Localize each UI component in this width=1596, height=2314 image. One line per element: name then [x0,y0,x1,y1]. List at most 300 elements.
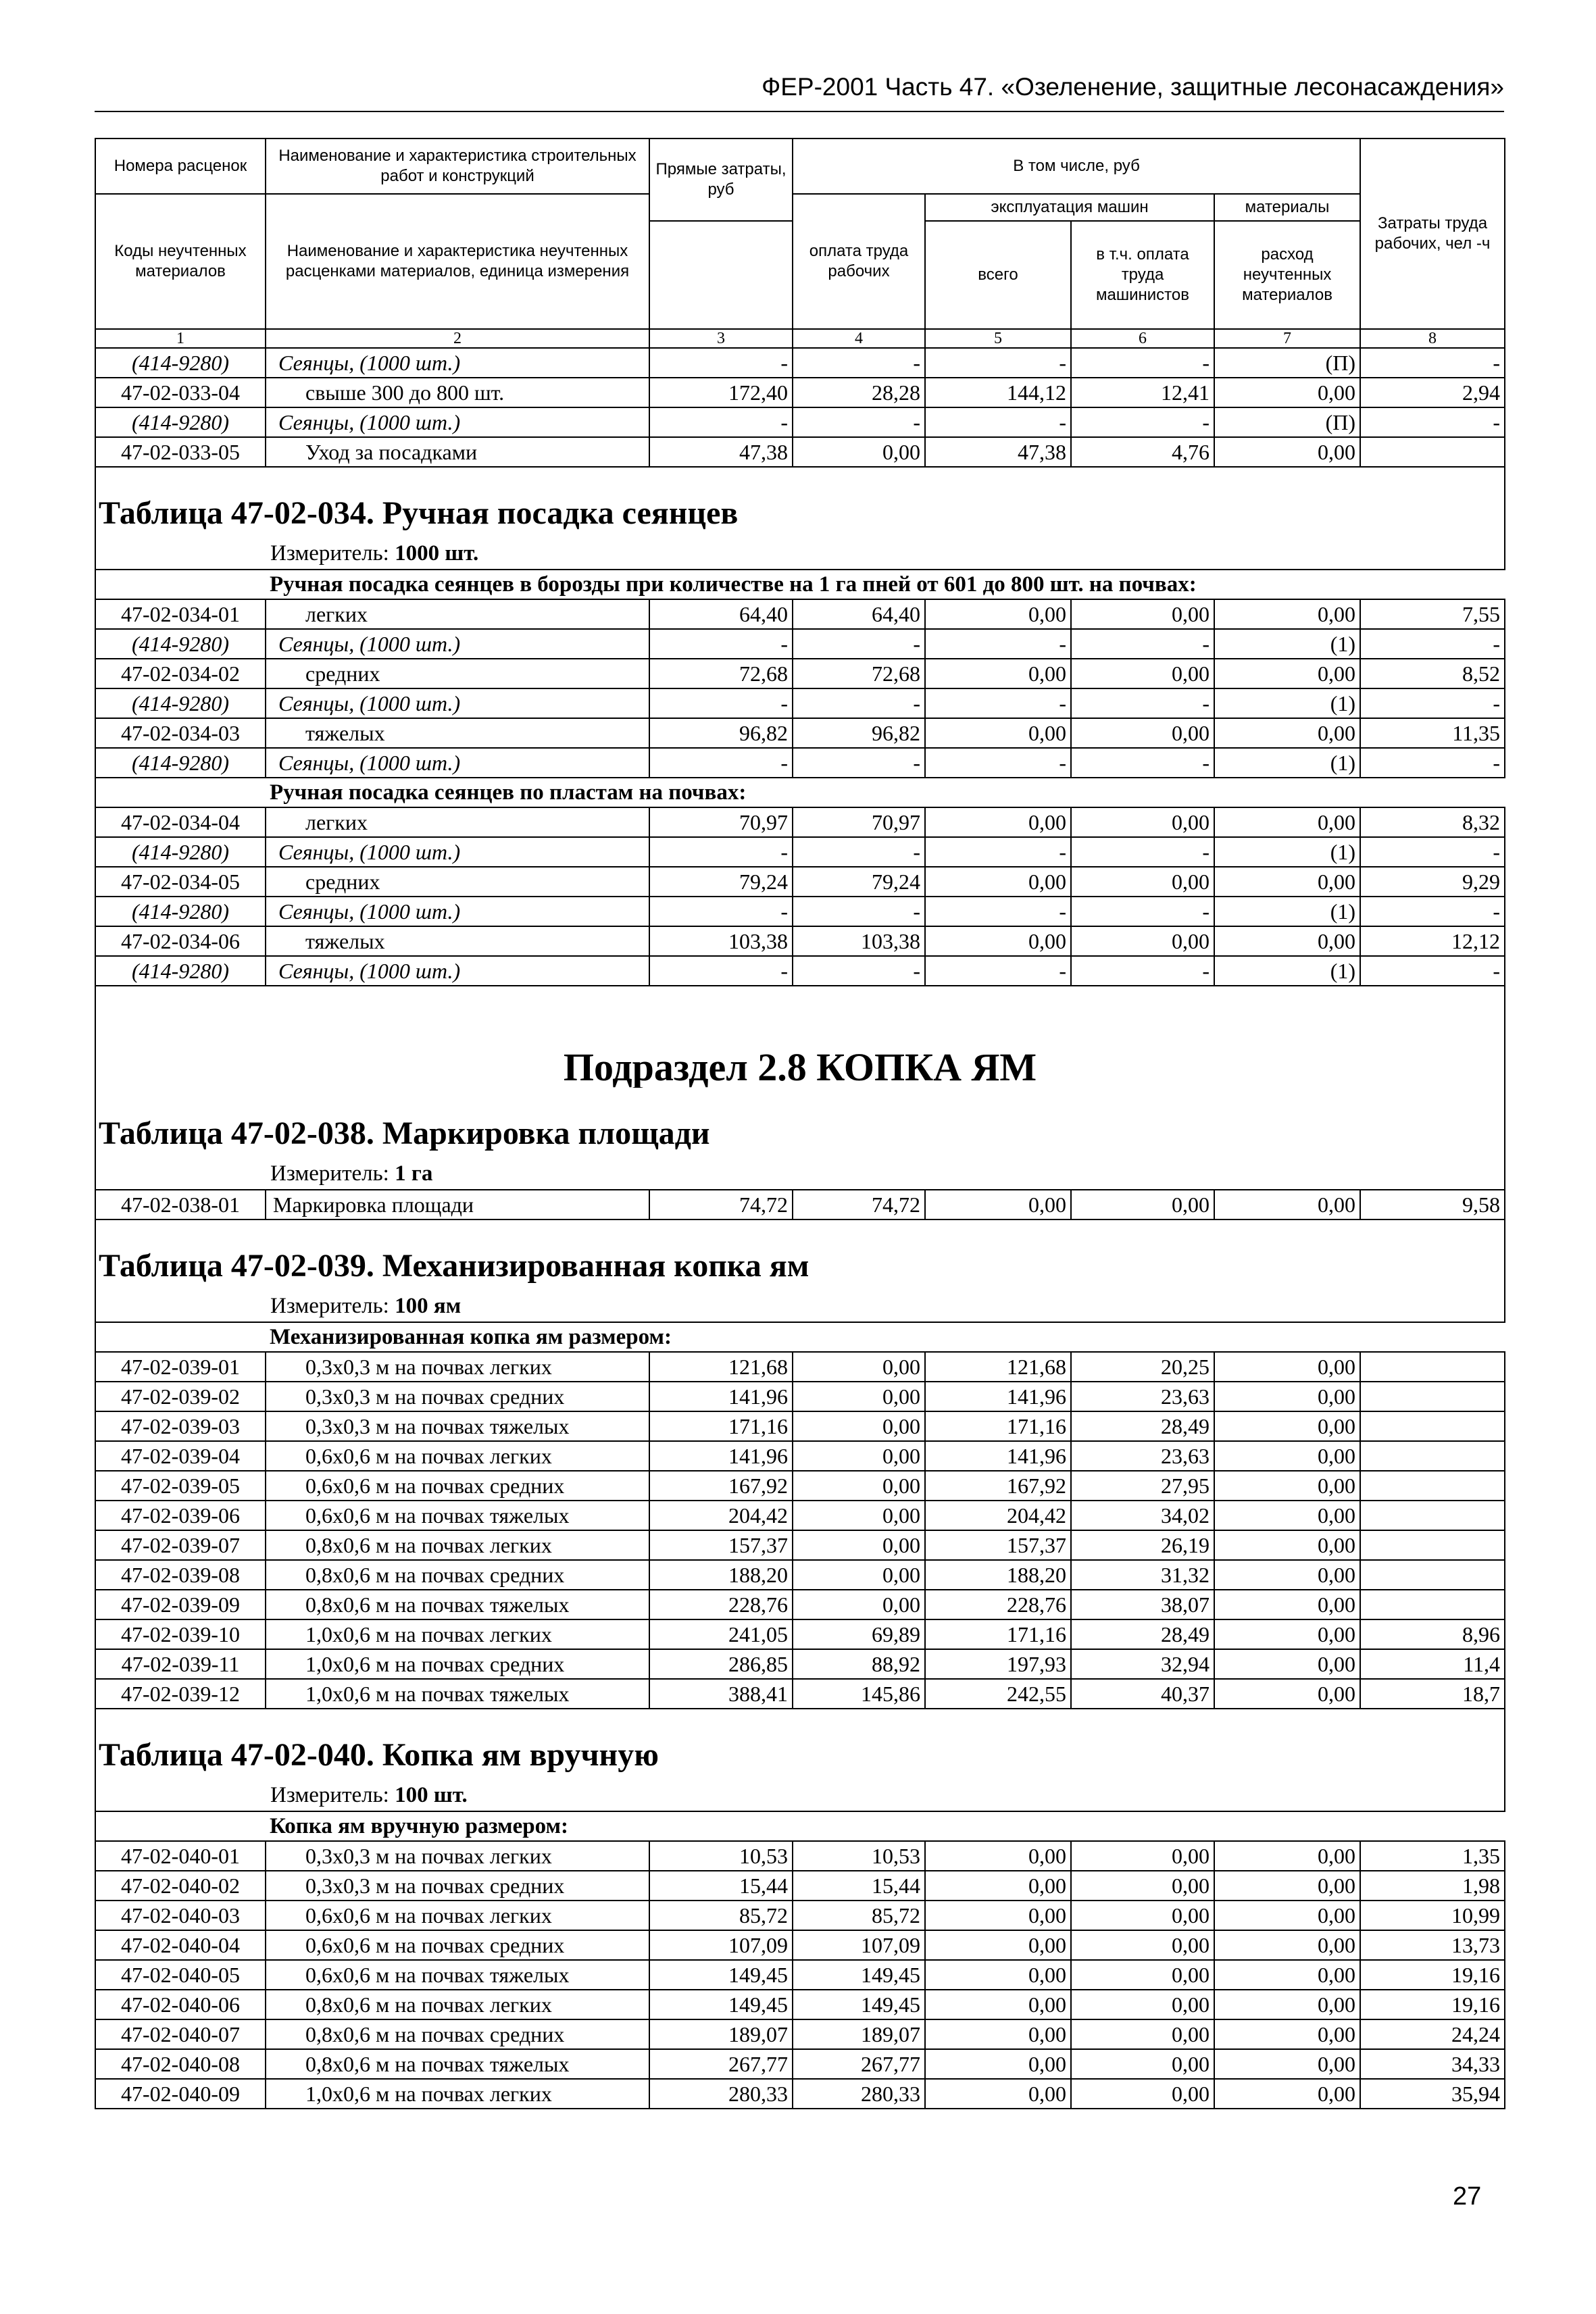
cell-pay: 96,82 [793,718,925,748]
cell-pay: 74,72 [793,1190,925,1219]
work-name: тяжелых [266,718,649,748]
rate-code: 47-02-039-10 [95,1619,266,1649]
cell-pay: 149,45 [793,1960,925,1990]
cell-pay: - [793,629,925,659]
cell-direct: - [649,956,793,986]
rate-row [95,718,1505,748]
cell-labor: 34,33 [1360,2049,1505,2079]
rate-row [95,659,1505,688]
cell-mach-pay: 0,00 [1071,2079,1214,2109]
work-name: 0,8х0,6 м на почвах легких [266,1990,649,2019]
cell-mach: 171,16 [925,1619,1071,1649]
cell-mat: (1) [1214,837,1360,867]
cell-direct: 15,44 [649,1871,793,1901]
cell-mach: 0,00 [925,718,1071,748]
rate-code: (414-9280) [95,348,266,378]
subheader-row [95,570,1505,599]
subheader-spacer [95,1322,266,1352]
cell-mat: 0,00 [1214,1679,1360,1709]
measure-row [95,538,1505,570]
page-number: 27 [1453,2182,1482,2211]
cell-mach-pay: - [1071,348,1214,378]
cell-mat: 0,00 [1214,1441,1360,1471]
cell-mach-pay: 0,00 [1071,599,1214,629]
cell-mat: 0,00 [1214,1649,1360,1679]
rate-row [95,1590,1505,1619]
table-title: Таблица 47-02-034. Ручная посадка сеянцев [95,467,1505,538]
rate-code: 47-02-040-02 [95,1871,266,1901]
cell-direct: 79,24 [649,867,793,897]
column-number: 3 [649,329,793,348]
rate-row [95,1441,1505,1471]
cell-mach-pay: 0,00 [1071,2049,1214,2079]
cell-direct: 204,42 [649,1501,793,1530]
cell-mat: 0,00 [1214,1382,1360,1411]
cell-mat: 0,00 [1214,1530,1360,1560]
cell-mach-pay: 0,00 [1071,2019,1214,2049]
work-name: Сеянцы, (1000 шт.) [266,688,649,718]
cell-direct: 167,92 [649,1471,793,1501]
work-name: 0,6х0,6 м на почвах средних [266,1930,649,1960]
cell-pay: 107,09 [793,1930,925,1960]
rate-code: (414-9280) [95,897,266,926]
cell-mach-pay: 23,63 [1071,1441,1214,1471]
subsection-title-row [95,986,1505,1088]
cell-direct: 188,20 [649,1560,793,1590]
rate-row [95,1352,1505,1382]
rate-code: 47-02-034-04 [95,807,266,837]
cell-mat: 0,00 [1214,1590,1360,1619]
rates-table [95,138,1505,2109]
work-name: 0,3х0,3 м на почвах легких [266,1841,649,1871]
cell-direct: 172,40 [649,378,793,407]
cell-mach: 0,00 [925,2049,1071,2079]
cell-pay: 28,28 [793,378,925,407]
cell-pay: 10,53 [793,1841,925,1871]
cell-mat: 0,00 [1214,1990,1360,2019]
cell-mach: 228,76 [925,1590,1071,1619]
cell-pay: 0,00 [793,1501,925,1530]
cell-direct: 96,82 [649,718,793,748]
cell-labor [1360,437,1505,467]
cell-direct: 149,45 [649,1990,793,2019]
work-name: 0,3х0,3 м на почвах средних [266,1871,649,1901]
table-title-row [95,1709,1505,1780]
cell-mat: 0,00 [1214,2049,1360,2079]
cell-mach: 0,00 [925,2079,1071,2109]
measure [95,1780,1505,1811]
cell-direct: 107,09 [649,1930,793,1960]
cell-direct: - [649,629,793,659]
rate-row [95,1990,1505,2019]
rate-code: 47-02-033-04 [95,378,266,407]
cell-labor: 8,32 [1360,807,1505,837]
cell-labor: 19,16 [1360,1960,1505,1990]
cell-labor: - [1360,897,1505,926]
rate-row [95,1901,1505,1930]
rate-code: 47-02-034-03 [95,718,266,748]
cell-direct: 64,40 [649,599,793,629]
header-col1-top: Номера расценок [95,139,266,194]
header-row [95,194,1505,221]
subsection-title: Подраздел 2.8 КОПКА ЯМ [95,986,1505,1088]
cell-mat: 0,00 [1214,2019,1360,2049]
cell-pay: 0,00 [793,437,925,467]
cell-direct: 149,45 [649,1960,793,1990]
rate-code: 47-02-040-09 [95,2079,266,2109]
work-name: Сеянцы, (1000 шт.) [266,348,649,378]
cell-direct: 157,37 [649,1530,793,1560]
rate-code: 47-02-039-01 [95,1352,266,1382]
cell-direct: 228,76 [649,1590,793,1619]
rate-code: (414-9280) [95,407,266,437]
cell-mach-pay: 0,00 [1071,807,1214,837]
cell-mach: 47,38 [925,437,1071,467]
cell-labor: 8,96 [1360,1619,1505,1649]
cell-labor [1360,1501,1505,1530]
measure-label: Измеритель: [270,1161,389,1186]
page-header [95,73,1504,112]
subheader: Ручная посадка сеянцев по пластам на почвах: [266,778,1505,807]
rate-row [95,1871,1505,1901]
cell-pay: 79,24 [793,867,925,897]
table-body [95,139,1505,2109]
rate-code: 47-02-039-11 [95,1649,266,1679]
cell-mat: (1) [1214,897,1360,926]
work-name: 0,8х0,6 м на почвах средних [266,2019,649,2049]
cell-mat: 0,00 [1214,1471,1360,1501]
rate-code: 47-02-040-08 [95,2049,266,2079]
subheader-spacer [95,1811,266,1841]
rate-code: (414-9280) [95,837,266,867]
work-name: 0,6х0,6 м на почвах тяжелых [266,1501,649,1530]
measure [95,1290,1505,1322]
cell-mach: 0,00 [925,1960,1071,1990]
work-name: 0,8х0,6 м на почвах легких [266,1530,649,1560]
rate-row [95,1530,1505,1560]
cell-mach: 167,92 [925,1471,1071,1501]
rate-code: 47-02-039-07 [95,1530,266,1560]
cell-pay: 149,45 [793,1990,925,2019]
header-col2-bottom: Наименование и характеристика неучтенных расценками материалов, единица измерения [266,194,649,329]
work-name: 0,8х0,6 м на почвах тяжелых [266,1590,649,1619]
cell-direct: 141,96 [649,1382,793,1411]
cell-mach: 0,00 [925,867,1071,897]
cell-mat: 0,00 [1214,599,1360,629]
measure-label: Измеритель: [270,1294,389,1318]
measure-label: Измеритель: [270,541,389,565]
cell-mach: 0,00 [925,1841,1071,1871]
cell-pay: 85,72 [793,1901,925,1930]
cell-mat: 0,00 [1214,1901,1360,1930]
cell-mat: (1) [1214,688,1360,718]
cell-mach-pay: - [1071,629,1214,659]
cell-direct: 286,85 [649,1649,793,1679]
cell-mach-pay: 4,76 [1071,437,1214,467]
measure-value: 1 га [395,1161,433,1186]
cell-labor: 9,58 [1360,1190,1505,1219]
work-name: 1,0х0,6 м на почвах тяжелых [266,1679,649,1709]
cell-labor: 11,4 [1360,1649,1505,1679]
cell-mach-pay: - [1071,407,1214,437]
measure [95,538,1505,570]
cell-mat: 0,00 [1214,1352,1360,1382]
cell-direct: - [649,748,793,778]
cell-mach: 0,00 [925,599,1071,629]
work-name: 0,6х0,6 м на почвах тяжелых [266,1960,649,1990]
rate-code: 47-02-040-03 [95,1901,266,1930]
cell-mach: - [925,688,1071,718]
rate-row [95,1679,1505,1709]
cell-labor: - [1360,956,1505,986]
cell-mach-pay: 0,00 [1071,1841,1214,1871]
cell-labor: - [1360,629,1505,659]
header-col7: расход неучтенных материалов [1214,221,1360,329]
rate-row [95,1501,1505,1530]
cell-mach-pay: 0,00 [1071,1190,1214,1219]
cell-pay: 0,00 [793,1411,925,1441]
work-name: 0,8х0,6 м на почвах средних [266,1560,649,1590]
rate-row [95,1382,1505,1411]
work-name: 1,0х0,6 м на почвах легких [266,2079,649,2109]
cell-mach-pay: 0,00 [1071,867,1214,897]
cell-mach-pay: 28,49 [1071,1411,1214,1441]
work-name: 0,6х0,6 м на почвах легких [266,1901,649,1930]
cell-mach-pay: - [1071,837,1214,867]
cell-labor: 10,99 [1360,1901,1505,1930]
cell-mat: 0,00 [1214,1411,1360,1441]
cell-labor: 11,35 [1360,718,1505,748]
cell-mach: - [925,629,1071,659]
measure-row [95,1158,1505,1190]
cell-mach: 141,96 [925,1441,1071,1471]
cell-pay: 0,00 [793,1441,925,1471]
rate-row [95,1930,1505,1960]
cell-direct: 85,72 [649,1901,793,1930]
cell-pay: 70,97 [793,807,925,837]
cell-pay: 280,33 [793,2079,925,2109]
cell-mach-pay: 34,02 [1071,1501,1214,1530]
cell-mach-pay: 40,37 [1071,1679,1214,1709]
cell-direct: 267,77 [649,2049,793,2079]
cell-mach-pay: 0,00 [1071,1990,1214,2019]
measure [95,1158,1505,1190]
rate-row [95,1619,1505,1649]
cell-mach: 0,00 [925,1930,1071,1960]
cell-labor [1360,1530,1505,1560]
cell-direct: - [649,407,793,437]
work-name: тяжелых [266,926,649,956]
cell-mach: 0,00 [925,807,1071,837]
header-group-materials: материалы [1214,194,1360,221]
work-name: Сеянцы, (1000 шт.) [266,748,649,778]
work-name: 0,8х0,6 м на почвах тяжелых [266,2049,649,2079]
rate-row [95,378,1505,407]
cell-mach: - [925,348,1071,378]
cell-mach-pay: - [1071,688,1214,718]
cell-mat: (1) [1214,629,1360,659]
rate-row [95,1841,1505,1871]
cell-pay: 145,86 [793,1679,925,1709]
cell-mat: 0,00 [1214,437,1360,467]
cell-mat: (1) [1214,748,1360,778]
cell-mach: 0,00 [925,1190,1071,1219]
cell-direct: - [649,837,793,867]
rate-row [95,437,1505,467]
header-col2-top: Наименование и характеристика строительных работ и конструкций [266,139,649,194]
cell-mach-pay: 23,63 [1071,1382,1214,1411]
material-row [95,348,1505,378]
cell-labor: - [1360,407,1505,437]
work-name: средних [266,867,649,897]
cell-mat: 0,00 [1214,1960,1360,1990]
cell-mach-pay: - [1071,748,1214,778]
rate-code: 47-02-040-04 [95,1930,266,1960]
cell-pay: 0,00 [793,1352,925,1382]
rate-row [95,2079,1505,2109]
column-number: 8 [1360,329,1505,348]
subheader: Копка ям вручную размером: [266,1811,1505,1841]
material-row [95,688,1505,718]
cell-mach-pay: 28,49 [1071,1619,1214,1649]
subheader-row [95,778,1505,807]
work-name: 1,0х0,6 м на почвах легких [266,1619,649,1649]
cell-pay: 103,38 [793,926,925,956]
cell-labor: 1,35 [1360,1841,1505,1871]
measure-value: 1000 шт. [395,541,479,565]
cell-pay: 64,40 [793,599,925,629]
cell-direct: 280,33 [649,2079,793,2109]
rate-row [95,2049,1505,2079]
cell-mat: 0,00 [1214,1841,1360,1871]
cell-mat: 0,00 [1214,807,1360,837]
cell-pay: 0,00 [793,1382,925,1411]
cell-labor [1360,1590,1505,1619]
cell-mat: 0,00 [1214,1871,1360,1901]
cell-mach-pay: 27,95 [1071,1471,1214,1501]
cell-mat: 0,00 [1214,659,1360,688]
cell-mach: 0,00 [925,1990,1071,2019]
cell-mach: - [925,407,1071,437]
cell-mach-pay: 38,07 [1071,1590,1214,1619]
cell-pay: - [793,748,925,778]
subheader-row [95,1811,1505,1841]
cell-direct: - [649,897,793,926]
rate-row [95,1649,1505,1679]
cell-pay: - [793,897,925,926]
cell-direct: 388,41 [649,1679,793,1709]
cell-labor: - [1360,348,1505,378]
subheader-row [95,1322,1505,1352]
work-name: Маркировка площади [266,1190,649,1219]
cell-mach: 188,20 [925,1560,1071,1590]
header-col5: всего [925,221,1071,329]
header-col8: Затраты труда рабочих, чел -ч [1360,139,1505,329]
measure-row [95,1290,1505,1322]
cell-labor [1360,1352,1505,1382]
cell-mach-pay: - [1071,956,1214,986]
rate-code: 47-02-040-06 [95,1990,266,2019]
rate-row [95,807,1505,837]
work-name: средних [266,659,649,688]
cell-direct: 241,05 [649,1619,793,1649]
cell-pay: 189,07 [793,2019,925,2049]
subheader: Механизированная копка ям размером: [266,1322,1505,1352]
cell-labor: - [1360,748,1505,778]
cell-mat: 0,00 [1214,718,1360,748]
work-name: Сеянцы, (1000 шт.) [266,956,649,986]
column-number-row [95,329,1505,348]
work-name: Сеянцы, (1000 шт.) [266,837,649,867]
cell-mach: 0,00 [925,926,1071,956]
rate-row [95,1471,1505,1501]
table-title-row [95,1219,1505,1290]
header-col3-spacer [649,221,793,329]
column-number: 5 [925,329,1071,348]
cell-mach-pay: 20,25 [1071,1352,1214,1382]
rate-code: 47-02-040-05 [95,1960,266,1990]
cell-mach: 121,68 [925,1352,1071,1382]
cell-mach: - [925,897,1071,926]
column-number: 6 [1071,329,1214,348]
column-number: 7 [1214,329,1360,348]
material-row [95,897,1505,926]
rate-row [95,1960,1505,1990]
rate-code: 47-02-033-05 [95,437,266,467]
table-title: Таблица 47-02-039. Механизированная копка ям [95,1219,1505,1290]
cell-mat: (П) [1214,348,1360,378]
cell-labor: 35,94 [1360,2079,1505,2109]
header-col3: Прямые затраты, руб [649,139,793,221]
cell-mach-pay: - [1071,897,1214,926]
cell-mat: 0,00 [1214,1501,1360,1530]
cell-mat: 0,00 [1214,867,1360,897]
cell-mach: 144,12 [925,378,1071,407]
cell-mach: 171,16 [925,1411,1071,1441]
header-col6: в т.ч. оплата труда машинистов [1071,221,1214,329]
column-number: 2 [266,329,649,348]
rate-code: 47-02-038-01 [95,1190,266,1219]
header-group-machines: эксплуатация машин [925,194,1214,221]
cell-mach-pay: 26,19 [1071,1530,1214,1560]
rate-code: 47-02-039-09 [95,1590,266,1619]
cell-labor: 12,12 [1360,926,1505,956]
cell-labor: - [1360,688,1505,718]
header-row [95,139,1505,194]
material-row [95,407,1505,437]
cell-pay: 69,89 [793,1619,925,1649]
cell-labor: 7,55 [1360,599,1505,629]
cell-pay: 0,00 [793,1471,925,1501]
cell-pay: - [793,407,925,437]
rate-code: 47-02-039-02 [95,1382,266,1411]
work-name: 0,6х0,6 м на почвах легких [266,1441,649,1471]
measure-value: 100 ям [395,1294,462,1318]
cell-mach: 157,37 [925,1530,1071,1560]
column-number: 1 [95,329,266,348]
cell-pay: - [793,688,925,718]
work-name: легких [266,599,649,629]
cell-labor [1360,1382,1505,1411]
material-row [95,748,1505,778]
material-row [95,837,1505,867]
material-row [95,629,1505,659]
rate-row [95,926,1505,956]
cell-mat: (1) [1214,956,1360,986]
work-name: свыше 300 до 800 шт. [266,378,649,407]
rate-row [95,1560,1505,1590]
cell-pay: - [793,348,925,378]
